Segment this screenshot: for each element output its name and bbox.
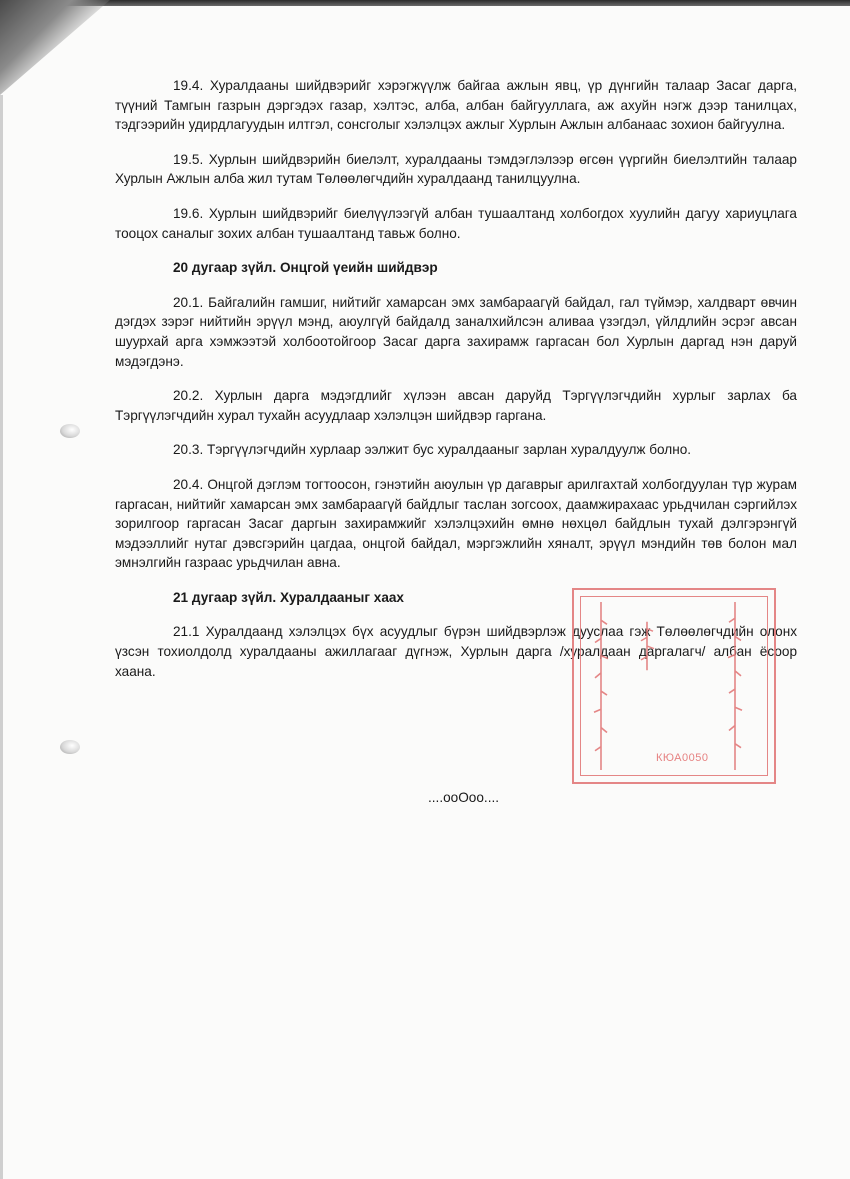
paragraph-19-4: 19.4. Хуралдааны шийдвэрийг хэрэгжүүлж байгаа ажлын явц, үр дүнгийн талаар Засаг дарга, түүний Тамгын газрын дэргэдэх газар, хэлтэс, алба, албан байгууллага, аж ахуйн нэгж дээр танилцах, тэдгээрийн удирдлагуудын илтгэл, сонсголыг хэлэлцэх ажлыг Хурлын Ажлын албанаас зохион байгуулна.: [115, 78, 797, 133]
paragraph-19-6: 19.6. Хурлын шийдвэрийг биелүүлээгүй албан тушаалтанд холбогдох хуулийн дагуу хариуцлага тооцох саналыг зохих албан тушаалтанд тавьж болно.: [115, 205, 797, 241]
article-20-heading: 20 дугаар зүйл. Онцгой үеийн шийдвэр: [173, 260, 438, 276]
paragraph-19-5: 19.5. Хурлын шийдвэрийн биелэлт, хуралдааны тэмдэглэлээр өгсөн үүргийн биелэлтийн талаар Хурлын Ажлын алба жил тутам Төлөөлөгчдийн хуралдаанд танилцуулна.: [115, 151, 797, 187]
punch-hole: [60, 740, 80, 754]
punch-hole: [60, 424, 80, 438]
closing-mark: ....ooOoo....: [428, 790, 500, 805]
paragraph-20-4: 20.4. Онцгой дэглэм тогтоосон, гэнэтийн аюулын үр дагаврыг арилгахтай холбогдуулан түр журам гаргасан, нийтийг хамарсан эмх замбараагүй байдлыг таслан зогсоох, даамжирахаас урьдчилан сэргийлэх зорилгоор гаргасан Засаг даргын захирамжийг хэлэлцэхийн өмнө нөхцөл байдлын тухай дэлгэрэнгүй мэдээллийг нутаг дэвсгэрийн цагдаа, онцгой байдал, мэргэжлийн хяналт, эрүүл мэндийн төв болон мал эмнэлгийн газраас урьдчилан авна.: [115, 476, 797, 571]
scan-folded-corner: [0, 0, 110, 95]
paragraph-20-3: 20.3. Тэргүүлэгчдийн хурлаар ээлжит бус хуралдааныг зарлан хуралдуулж болно.: [173, 442, 692, 458]
paragraph-21-1: 21.1 Хуралдаанд хэлэлцэх бүх асуудлыг бүрэн шийдвэрлэж дууслаа гэж Төлөөлөгчдийн олонх үзсэн тохиолдолд хуралдааны ажиллагааг дүгнэж, Хурлын дарга /хуралдаан даргалагч/ албан ёсоор хаана.: [115, 624, 797, 679]
official-stamp: [572, 588, 776, 784]
article-21-heading: 21 дугаар зүйл. Хуралдааныг хаах: [173, 589, 404, 605]
stamp-mongolian-script: [588, 600, 614, 772]
paragraph-20-1: 20.1. Байгалийн гамшиг, нийтийг хамарсан эмх замбараагүй байдал, гал түймэр, халдварт өвчин дэгдэх зэрэг нийтийн эрүүл мэнд, аюулгүй байдалд заналхийлсэн аливаа үзэгдэл, үйлдлийн эсрэг авсан шуурхай арга хэмжээтэй холбоотойгоор Засаг дарга захирамж гаргасан бол Хурлын даргад нэн даруй мэдэгдэнэ.: [115, 294, 797, 369]
scan-edge-left: [0, 95, 3, 1179]
stamp-code: КЮА0050: [656, 752, 709, 764]
stamp-mongolian-script: [722, 600, 748, 772]
paragraph-20-2: 20.2. Хурлын дарга мэдэгдлийг хүлээн авсан даруйд Тэргүүлэгчдийн хурлыг зарлах ба Тэргүүлэгчдийн хурал тухайн асуудлаар хэлэлцэн шийдвэр гаргана.: [115, 388, 797, 423]
scan-edge-top: [0, 0, 850, 6]
stamp-mongolian-script: [634, 620, 660, 672]
